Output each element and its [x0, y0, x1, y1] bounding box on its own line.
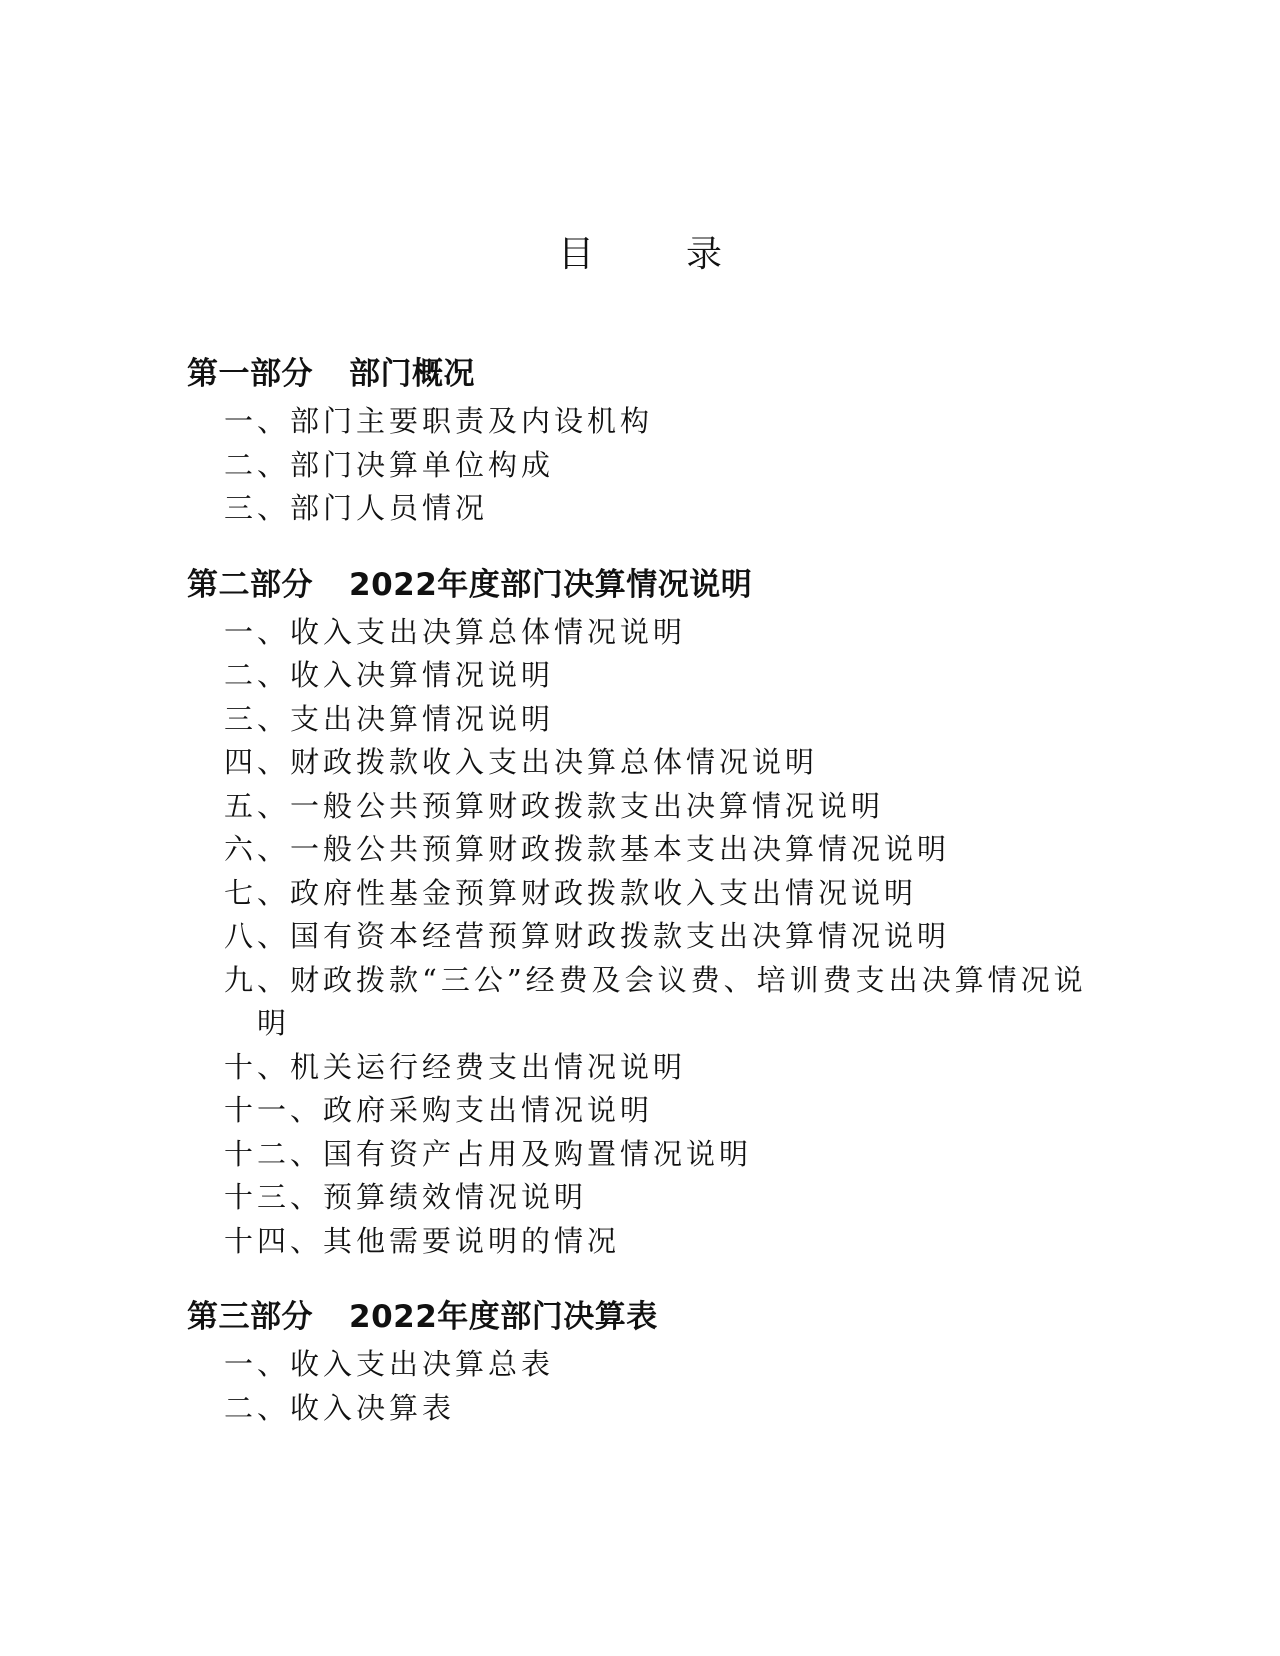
toc-item[interactable]: 八、国有资本经营预算财政拨款支出决算情况说明 — [224, 919, 951, 953]
toc-item[interactable]: 一、收入支出决算总体情况说明 — [224, 614, 687, 649]
part-name: 2022年度部门决算表 — [349, 1299, 658, 1335]
part-label: 第一部分 — [187, 356, 313, 392]
toc-item[interactable] — [187, 959, 1107, 1046]
part-items — [187, 400, 1107, 531]
toc-item[interactable]: 五、一般公共预算财政拨款支出决算情况说明 — [224, 788, 885, 823]
table-of-contents — [187, 352, 1107, 1430]
toc-item[interactable]: 三、支出决算情况说明 — [224, 701, 555, 736]
part-2 — [187, 563, 1107, 1264]
toc-item[interactable]: 四、财政拨款收入支出决算总体情况说明 — [224, 745, 819, 779]
toc-item[interactable]: 一、部门主要职责及内设机构 — [224, 404, 654, 438]
toc-item[interactable]: 十四、其他需要说明的情况 — [224, 1223, 621, 1258]
toc-item-text: 九、财政拨款“三公”经费及会议费、培训费支出决算情况说 — [224, 962, 1087, 997]
toc-item[interactable]: 三、部门人员情况 — [224, 491, 489, 525]
part-items — [187, 611, 1107, 1264]
part-name: 部门概况 — [349, 356, 475, 392]
toc-item[interactable]: 十二、国有资产占用及购置情况说明 — [224, 1136, 753, 1171]
toc-item[interactable]: 七、政府性基金预算财政拨款收入支出情况说明 — [224, 875, 918, 910]
part-1 — [187, 352, 1107, 531]
toc-item-continuation: 明 — [257, 1006, 291, 1040]
part-heading[interactable] — [187, 352, 1107, 396]
part-items — [187, 1343, 1107, 1430]
toc-item[interactable]: 十一、政府采购支出情况说明 — [224, 1093, 654, 1127]
toc-item[interactable]: 六、一般公共预算财政拨款基本支出决算情况说明 — [224, 832, 951, 866]
toc-item[interactable]: 二、收入决算表 — [224, 1390, 456, 1425]
toc-item[interactable]: 十、机关运行经费支出情况说明 — [224, 1049, 687, 1084]
part-label: 第二部分 — [187, 566, 313, 603]
part-3 — [187, 1295, 1107, 1430]
page-title: 目 录 — [557, 234, 750, 276]
toc-item[interactable]: 二、部门决算单位构成 — [224, 447, 555, 482]
toc-item[interactable]: 十三、预算绩效情况说明 — [224, 1180, 588, 1214]
toc-item[interactable]: 二、收入决算情况说明 — [224, 658, 555, 692]
part-heading[interactable] — [187, 563, 1107, 607]
part-label: 第三部分 — [187, 1299, 313, 1335]
part-name: 2022年度部门决算情况说明 — [349, 566, 753, 603]
part-heading[interactable] — [187, 1295, 1107, 1339]
toc-item[interactable]: 一、收入支出决算总表 — [224, 1347, 555, 1381]
